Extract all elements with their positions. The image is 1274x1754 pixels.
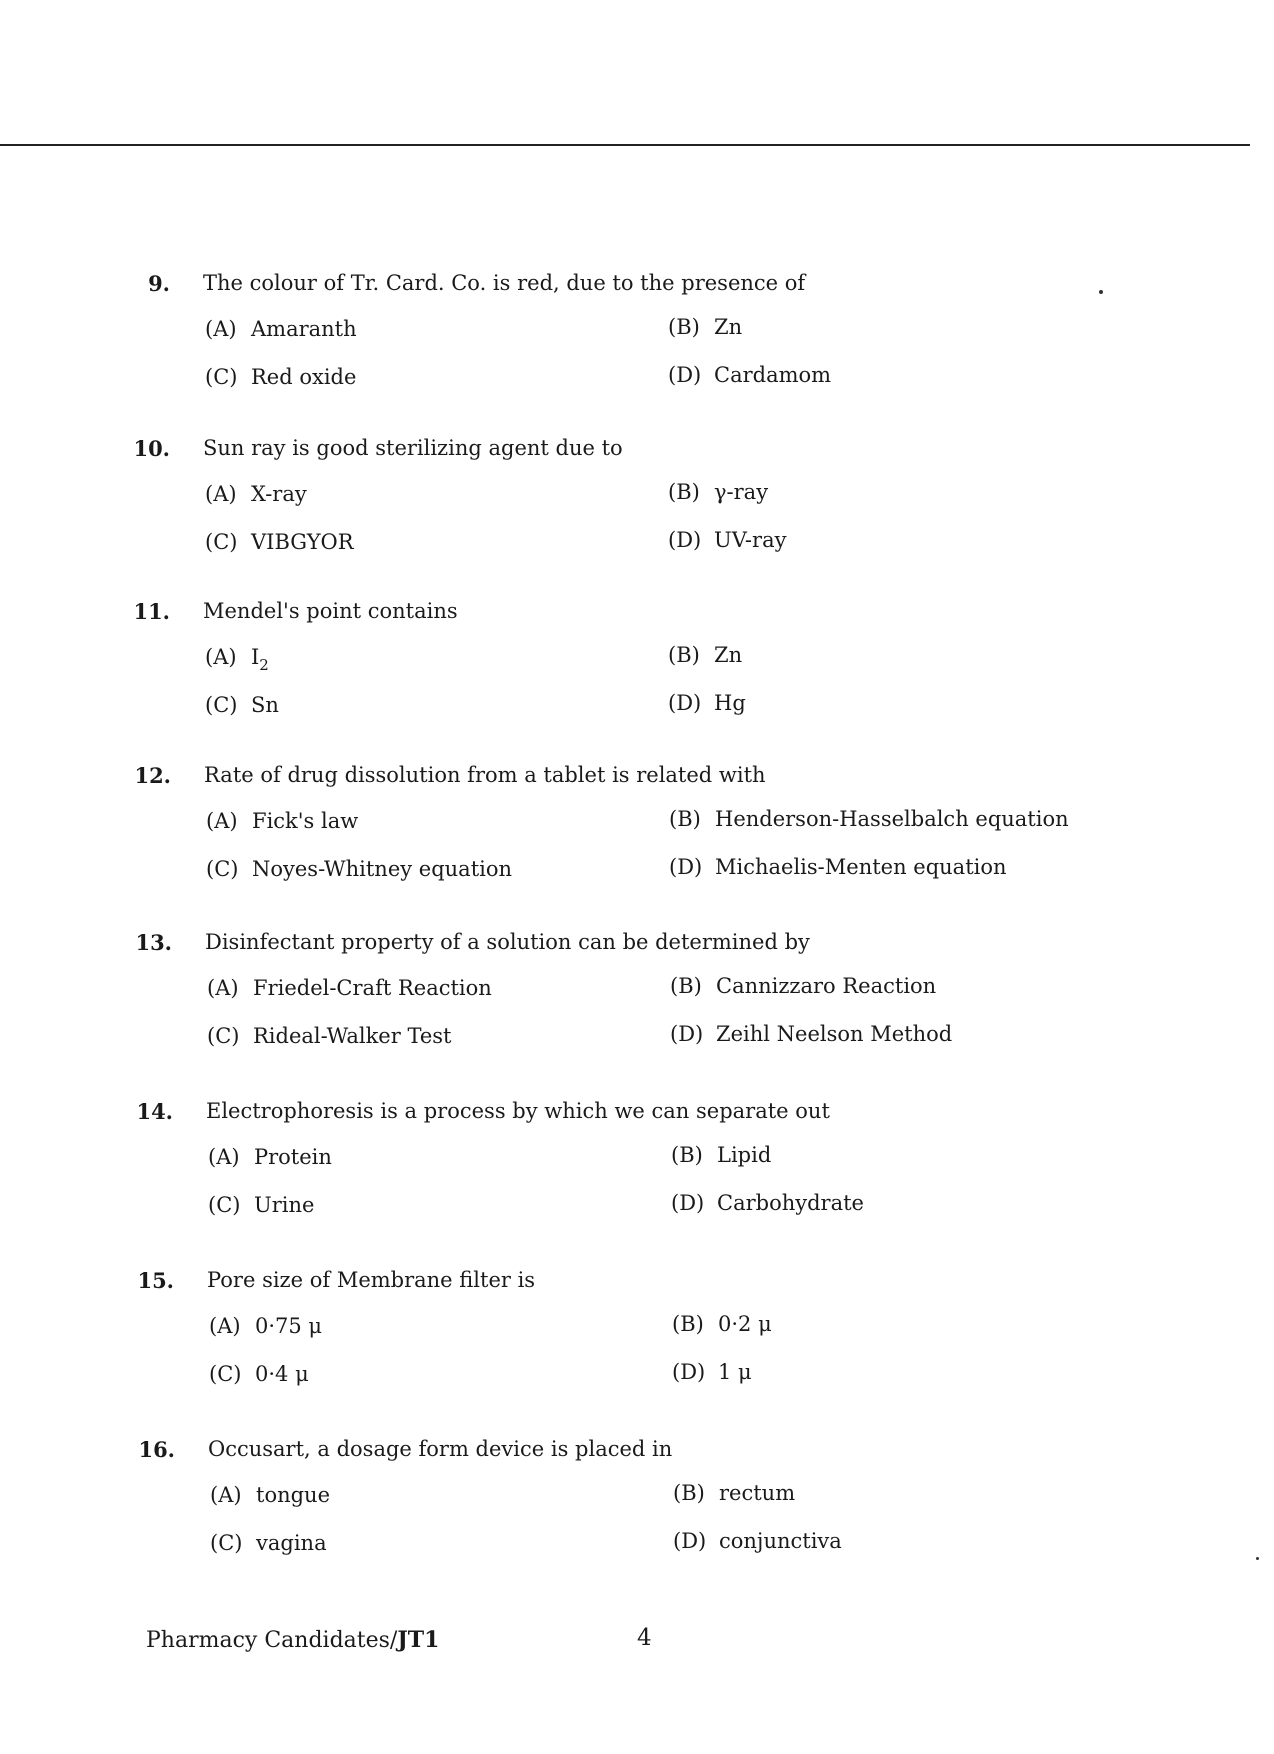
option-c <box>208 1195 314 1216</box>
option-c <box>209 1364 309 1385</box>
question-16 <box>0 1439 1274 1599</box>
option-c <box>207 1026 451 1047</box>
footer-text: Pharmacy Candidates/ <box>146 1628 398 1653</box>
option-label: (B) <box>670 974 702 998</box>
scan-speck <box>1099 290 1103 294</box>
option-text: Michaelis-Menten equation <box>715 855 1007 879</box>
option-label: (B) <box>673 1481 705 1505</box>
option-label: (B) <box>668 643 700 667</box>
option-b <box>668 317 742 338</box>
option-text: Urine <box>254 1193 315 1217</box>
question-text: Sun ray is good sterilizing agent due to <box>203 436 623 460</box>
option-c <box>205 532 354 553</box>
option-text: VIBGYOR <box>251 530 354 554</box>
option-a <box>210 1485 330 1506</box>
option-label: (B) <box>669 807 701 831</box>
option-b <box>671 1145 771 1166</box>
option-d <box>669 857 1007 878</box>
header-rule <box>0 144 1250 146</box>
option-label: (A) <box>206 809 238 833</box>
option-text: conjunctiva <box>719 1529 842 1553</box>
option-text: I <box>251 645 260 669</box>
option-label: (D) <box>669 855 703 879</box>
option-a <box>205 645 269 674</box>
footer-paper-code <box>146 1627 439 1653</box>
option-label: (C) <box>206 857 239 881</box>
option-text: 0·4 μ <box>255 1362 309 1386</box>
option-d <box>670 1024 952 1045</box>
option-text: Rideal-Walker Test <box>253 1024 452 1048</box>
option-text: Noyes-Whitney equation <box>252 857 513 881</box>
option-c <box>205 695 279 716</box>
option-text: Lipid <box>717 1143 772 1167</box>
question-text: Disinfectant property of a solution can be determined by <box>205 930 810 954</box>
option-b <box>668 645 742 666</box>
option-text: γ-ray <box>714 480 769 504</box>
question-number: 14. <box>136 1099 173 1124</box>
option-label: (A) <box>205 482 237 506</box>
option-d <box>668 530 786 551</box>
question-text: The colour of Tr. Card. Co. is red, due to the presence of <box>203 271 806 295</box>
option-text: Zn <box>714 315 743 339</box>
option-a <box>205 484 307 505</box>
option-b <box>673 1483 795 1504</box>
option-a <box>205 319 357 340</box>
option-label: (A) <box>208 1145 240 1169</box>
question-text: Occusart, a dosage form device is placed in <box>208 1437 673 1461</box>
option-label: (C) <box>209 1362 242 1386</box>
option-text: Cardamom <box>714 363 832 387</box>
option-subscript: 2 <box>259 656 269 674</box>
option-d <box>668 365 831 386</box>
question-text: Pore size of Membrane filter is <box>207 1268 536 1292</box>
option-text: rectum <box>719 1481 796 1505</box>
option-label: (D) <box>668 528 702 552</box>
option-text: tongue <box>256 1483 331 1507</box>
option-label: (D) <box>668 363 702 387</box>
option-text: Cannizzaro Reaction <box>716 974 937 998</box>
option-label: (A) <box>210 1483 242 1507</box>
option-label: (D) <box>672 1360 706 1384</box>
option-label: (C) <box>207 1024 240 1048</box>
option-label: (D) <box>668 691 702 715</box>
option-c <box>205 367 356 388</box>
option-b <box>672 1314 772 1335</box>
option-text: Zeihl Neelson Method <box>716 1022 953 1046</box>
question-number: 11. <box>133 599 170 624</box>
question-15 <box>0 1270 1274 1430</box>
page-number: 4 <box>637 1625 652 1651</box>
question-number: 15. <box>137 1268 174 1293</box>
scan-speck <box>1256 1557 1259 1560</box>
option-b <box>668 482 768 503</box>
option-text: Henderson-Hasselbalch equation <box>715 807 1069 831</box>
question-10 <box>0 438 1274 598</box>
option-text: Red oxide <box>251 365 357 389</box>
option-a <box>208 1147 332 1168</box>
option-label: (A) <box>205 645 237 669</box>
option-d <box>673 1531 842 1552</box>
option-text: Fick's law <box>252 809 359 833</box>
question-9 <box>0 273 1274 433</box>
option-text: 0·75 μ <box>255 1314 323 1338</box>
option-a <box>209 1316 322 1337</box>
option-c <box>206 859 512 880</box>
option-d <box>668 693 746 714</box>
question-text: Mendel's point contains <box>203 599 458 623</box>
option-label: (C) <box>205 365 238 389</box>
option-label: (C) <box>205 530 238 554</box>
option-label: (B) <box>671 1143 703 1167</box>
question-number: 9. <box>148 271 170 296</box>
option-label: (C) <box>205 693 238 717</box>
option-label: (A) <box>205 317 237 341</box>
option-d <box>671 1193 864 1214</box>
option-a <box>207 978 492 999</box>
option-label: (D) <box>673 1529 707 1553</box>
question-number: 13. <box>135 930 172 955</box>
option-text: Zn <box>714 643 743 667</box>
question-text: Electrophoresis is a process by which we can separate out <box>206 1099 830 1123</box>
question-13 <box>0 932 1274 1092</box>
question-14 <box>0 1101 1274 1261</box>
option-label: (A) <box>207 976 239 1000</box>
option-text: Protein <box>254 1145 332 1169</box>
question-12 <box>0 765 1274 925</box>
option-text: X-ray <box>251 482 307 506</box>
option-label: (B) <box>668 480 700 504</box>
option-label: (C) <box>208 1193 241 1217</box>
option-label: (B) <box>672 1312 704 1336</box>
option-label: (D) <box>671 1191 705 1215</box>
question-number: 12. <box>134 763 171 788</box>
question-text: Rate of drug dissolution from a tablet is related with <box>204 763 766 787</box>
option-text: 1 μ <box>718 1360 752 1384</box>
option-b <box>669 809 1069 830</box>
option-text: Hg <box>714 691 746 715</box>
option-label: (B) <box>668 315 700 339</box>
option-b <box>670 976 936 997</box>
option-text: Sn <box>251 693 279 717</box>
option-label: (C) <box>210 1531 243 1555</box>
option-text: Friedel-Craft Reaction <box>253 976 492 1000</box>
option-c <box>210 1533 327 1554</box>
option-text: UV-ray <box>714 528 787 552</box>
option-d <box>672 1362 752 1383</box>
option-text: Carbohydrate <box>717 1191 864 1215</box>
question-number: 16. <box>138 1437 175 1462</box>
question-number: 10. <box>133 436 170 461</box>
question-11 <box>0 601 1274 761</box>
option-label: (D) <box>670 1022 704 1046</box>
option-a <box>206 811 358 832</box>
option-text: Amaranth <box>251 317 357 341</box>
footer-code: JT1 <box>397 1627 440 1653</box>
option-text: vagina <box>256 1531 327 1555</box>
option-text: 0·2 μ <box>718 1312 772 1336</box>
option-label: (A) <box>209 1314 241 1338</box>
